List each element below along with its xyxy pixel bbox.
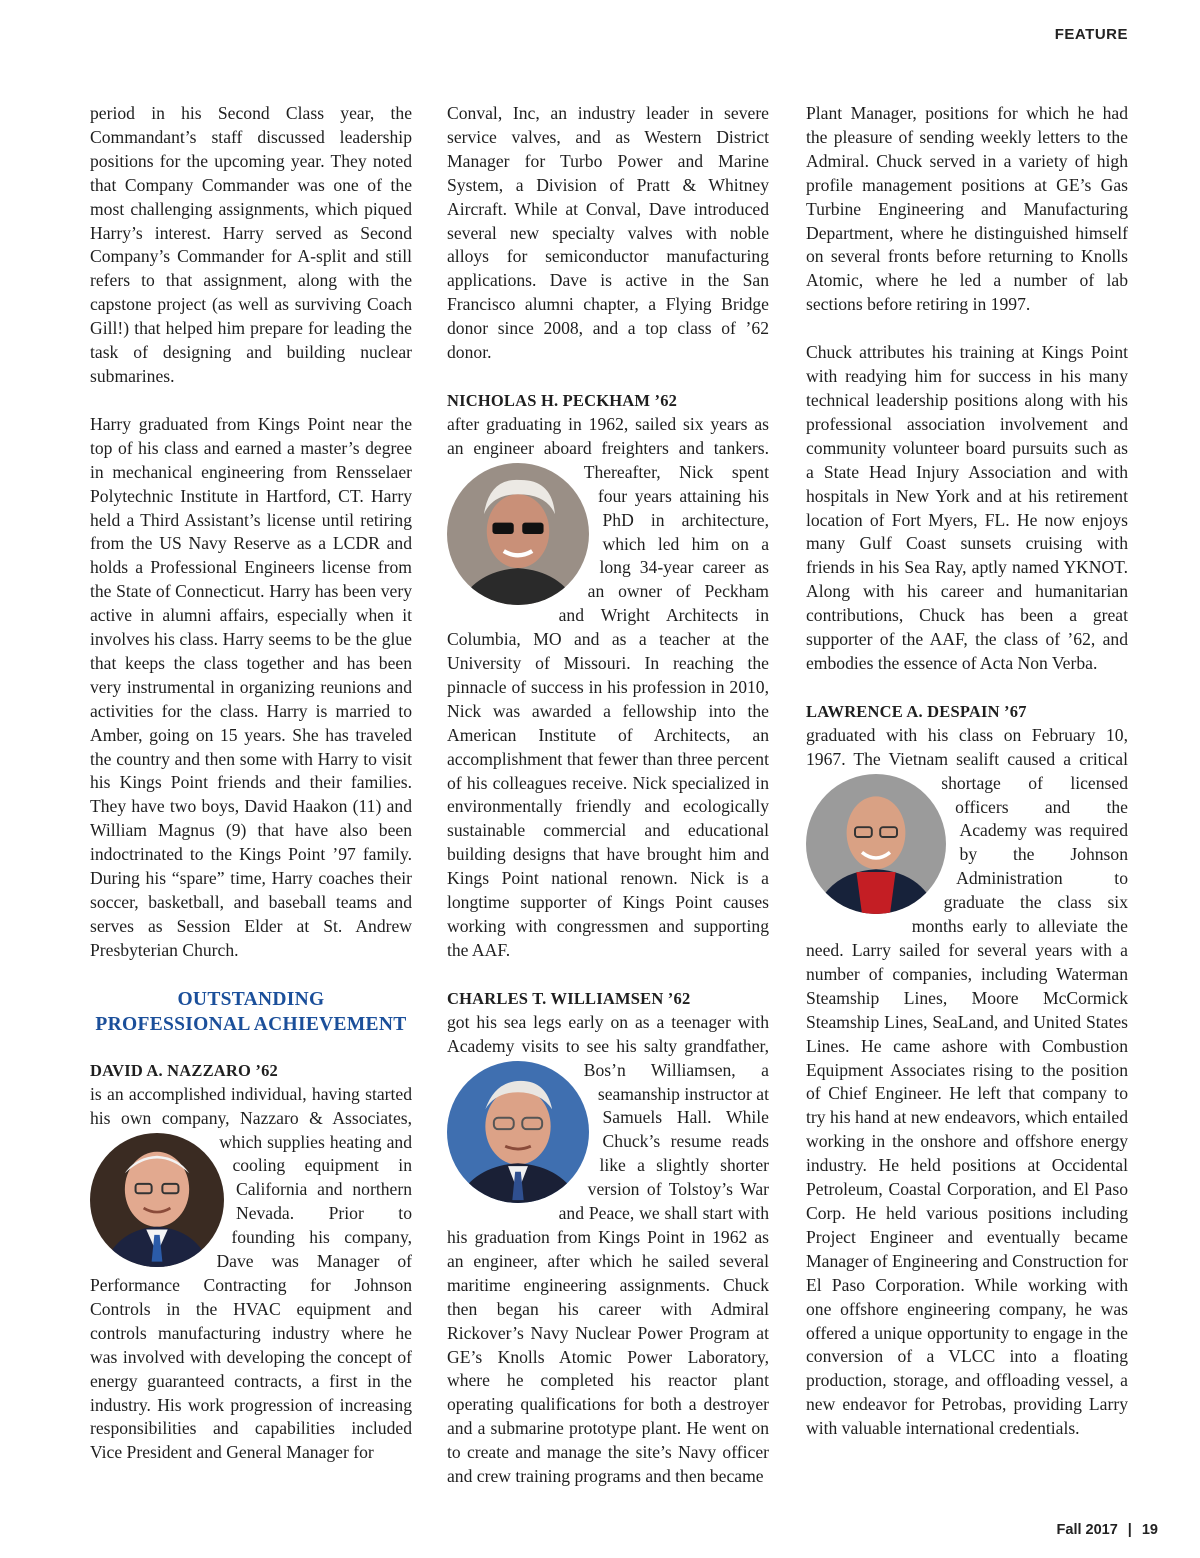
section-heading	[90, 987, 412, 1037]
nazzaro-portrait	[90, 1133, 224, 1267]
despain-portrait	[806, 774, 946, 914]
williamsen-name: CHARLES T. WILLIAMSEN ’62	[447, 988, 691, 1008]
williamsen-bio: got his sea legs early on as a teenager with Academy visits to see his salty grandfather, Bos’n Williamsen, a seamanship instructor at Samuels Hall. While Chuck’s resume reads like a slightly shorter version of Tolstoy’s War and Peace, we shall start with his graduation from Kings Point in 1962 as an engineer, after which he sailed several maritime engineering assignments. Chuck then began his career with Admiral Rickover’s Navy Nuclear Power Program at GE’s Knolls Atomic Power Laboratory, where he completed his reactor plant operating qualifications for both a destroyer and a submarine prototype plant. He went on to create and manage the site’s Navy officer and crew training programs and then became	[447, 1011, 769, 1487]
nazzaro-name: DAVID A. NAZZARO ’62	[90, 1060, 278, 1080]
despain-name: LAWRENCE A. DESPAIN ’67	[806, 701, 1027, 721]
column-3	[806, 102, 1128, 1441]
peckham-portrait	[447, 463, 589, 605]
section-label: FEATURE	[1054, 26, 1128, 43]
peckham-name: NICHOLAS H. PECKHAM ’62	[447, 390, 678, 410]
issue-label: Fall 2017	[1056, 1522, 1118, 1538]
williamsen-portrait	[447, 1061, 589, 1203]
footer-separator: |	[1127, 1522, 1132, 1538]
section-heading-line-2: PROFESSIONAL ACHIEVEMENT	[95, 1013, 407, 1035]
despain-bio: graduated with his class on February 10, 1967. The Vietnam sealift caused a critical shortage of licensed officers and the Academy was required by the Johnson Administration to graduate the class six months early to alleviate the need. Larry sailed for several years with a number of companies, including Waterman Steamship Lines, Moore McCormick Steamship Lines, SeaLand, and United States Lines. He came ashore with Combustion Equipment Associates rising to the position of Chief Engineer. He left that company to try his hand at new endeavors, which entailed working in the onshore and offshore energy industry. He held positions at Occidental Petroleum, Coastal Corporation, and El Paso Corp. He held various positions including Project Engineer and eventually became Manager of Engineering and Construction for El Paso Corporation. While working with one offshore engineering company, he was offered a unique opportunity to engage in the conversion of a VLCC into a floating production, storage, and offloading vessel, a new endeavor for Petrobas, providing Larry with valuable international credentials.	[806, 724, 1128, 1439]
section-heading-line-1: OUTSTANDING	[177, 988, 325, 1010]
column-1	[90, 102, 412, 1465]
harry-paragraph-2: Harry graduated from Kings Point near the top of his class and earned a master’s degree in mechanical engineering from Rensselaer Polytechnic Institute in Hartford, CT. Harry held a Third Assistant’s license until retiring from the US Navy Reserve as a LCDR and holds a Professional Engineers license from the State of Connecticut. Harry has been very active in alumni affairs, especially when it involves his class. Harry seems to be the glue that keeps the class together and has been very instrumental in organizing reunions and activities for the class. Harry is married to Amber, going on 15 years. She has traveled the country and then some with Harry to visit his Kings Point friends and their families. They have two boys, David Haakon (11) and William Magnus (9) that have also been indoctrinated to the Kings Point ’97 family. During his “spare” time, Harry coaches their soccer, basketball, and baseball teams and serves as Session Elder at St. Andrew Presbyterian Church.	[90, 413, 412, 960]
peckham-bio: after graduating in 1962, sailed six years as an engineer aboard freighters and tankers. Thereafter, Nick spent four years attaining his PhD in architecture, which led him on a long 34-year career as an owner of Peckham and Wright Architects in Columbia, MO and as a teacher at the University of Missouri. In reaching the pinnacle of success in his profession in 2010, Nick was awarded a fellowship into the American Institute of Architects, an accomplishment that fewer than three percent of his colleagues receive. Nick specialized in environmentally friendly and ecologically sustainable commercial and educational building designs that have brought him and Kings Point national renown. Nick is a longtime supporter of Kings Point causes working with congressmen and supporting the AAF.	[447, 413, 769, 960]
column-2	[447, 102, 769, 1489]
harry-paragraph-1: period in his Second Class year, the Commandant’s staff discussed leadership positions for the upcoming year. They noted that Company Commander was one of the most challenging assignments, which piqued Harry’s interest. Harry served as Second Company’s Commander for A-split and still refers to that assignment, along with the capstone project (as well as surviving Coach Gill!) that helped him prepare for leading the task of designing and building nuclear submarines.	[90, 103, 412, 386]
page-footer	[1057, 1522, 1158, 1538]
page-number: 19	[1141, 1522, 1158, 1538]
nazzaro-continued: Conval, Inc, an industry leader in severe service valves, and as Western District Manager for Turbo Power and Marine System, a Division of Pratt & Whitney Aircraft. While at Conval, Dave introduced several new specialty valves with noble alloys for semiconductor manufacturing applications. Dave is active in the San Francisco alumni chapter, a Flying Bridge donor since 2008, and a top class of ’62 donor.	[447, 103, 769, 363]
nazzaro-bio: is an accomplished individual, having started his own company, Nazzaro & Associates, which supplies heating and cooling equipment in California and northern Nevada. Prior to founding his company, Dave was Manager of Performance Contracting for Johnson Controls in the HVAC equipment and controls manufacturing industry where he was involved with developing the concept of energy guaranteed contracts, a first in the industry. His work progression of increasing responsibilities and capabilities included Vice President and General Manager for	[90, 1083, 412, 1463]
williamsen-continued-2: Chuck attributes his training at Kings Point with readying him for success in his many technical leadership positions along with his professional association involvement and community volunteer board pursuits such as a State Head Injury Association and with hospitals in New York and at his retirement location of Fort Myers, FL. He now enjoys many Gulf Coast sunsets cruising with friends in his Sea Ray, aptly named YKNOT. Along with his career and humanitarian contributions, Chuck has been a great supporter of the AAF, the class of ’62, and embodies the essence of Acta Non Verba.	[806, 342, 1128, 673]
williamsen-continued-1: Plant Manager, positions for which he had the pleasure of sending weekly letters to the Admiral. Chuck served in a variety of high profile management positions at GE’s Gas Turbine Engineering and Manufacturing Department, where he distinguished himself on several fronts before returning to Knolls Atomic, where he led a number of lab sections before retiring in 1997.	[806, 103, 1128, 315]
